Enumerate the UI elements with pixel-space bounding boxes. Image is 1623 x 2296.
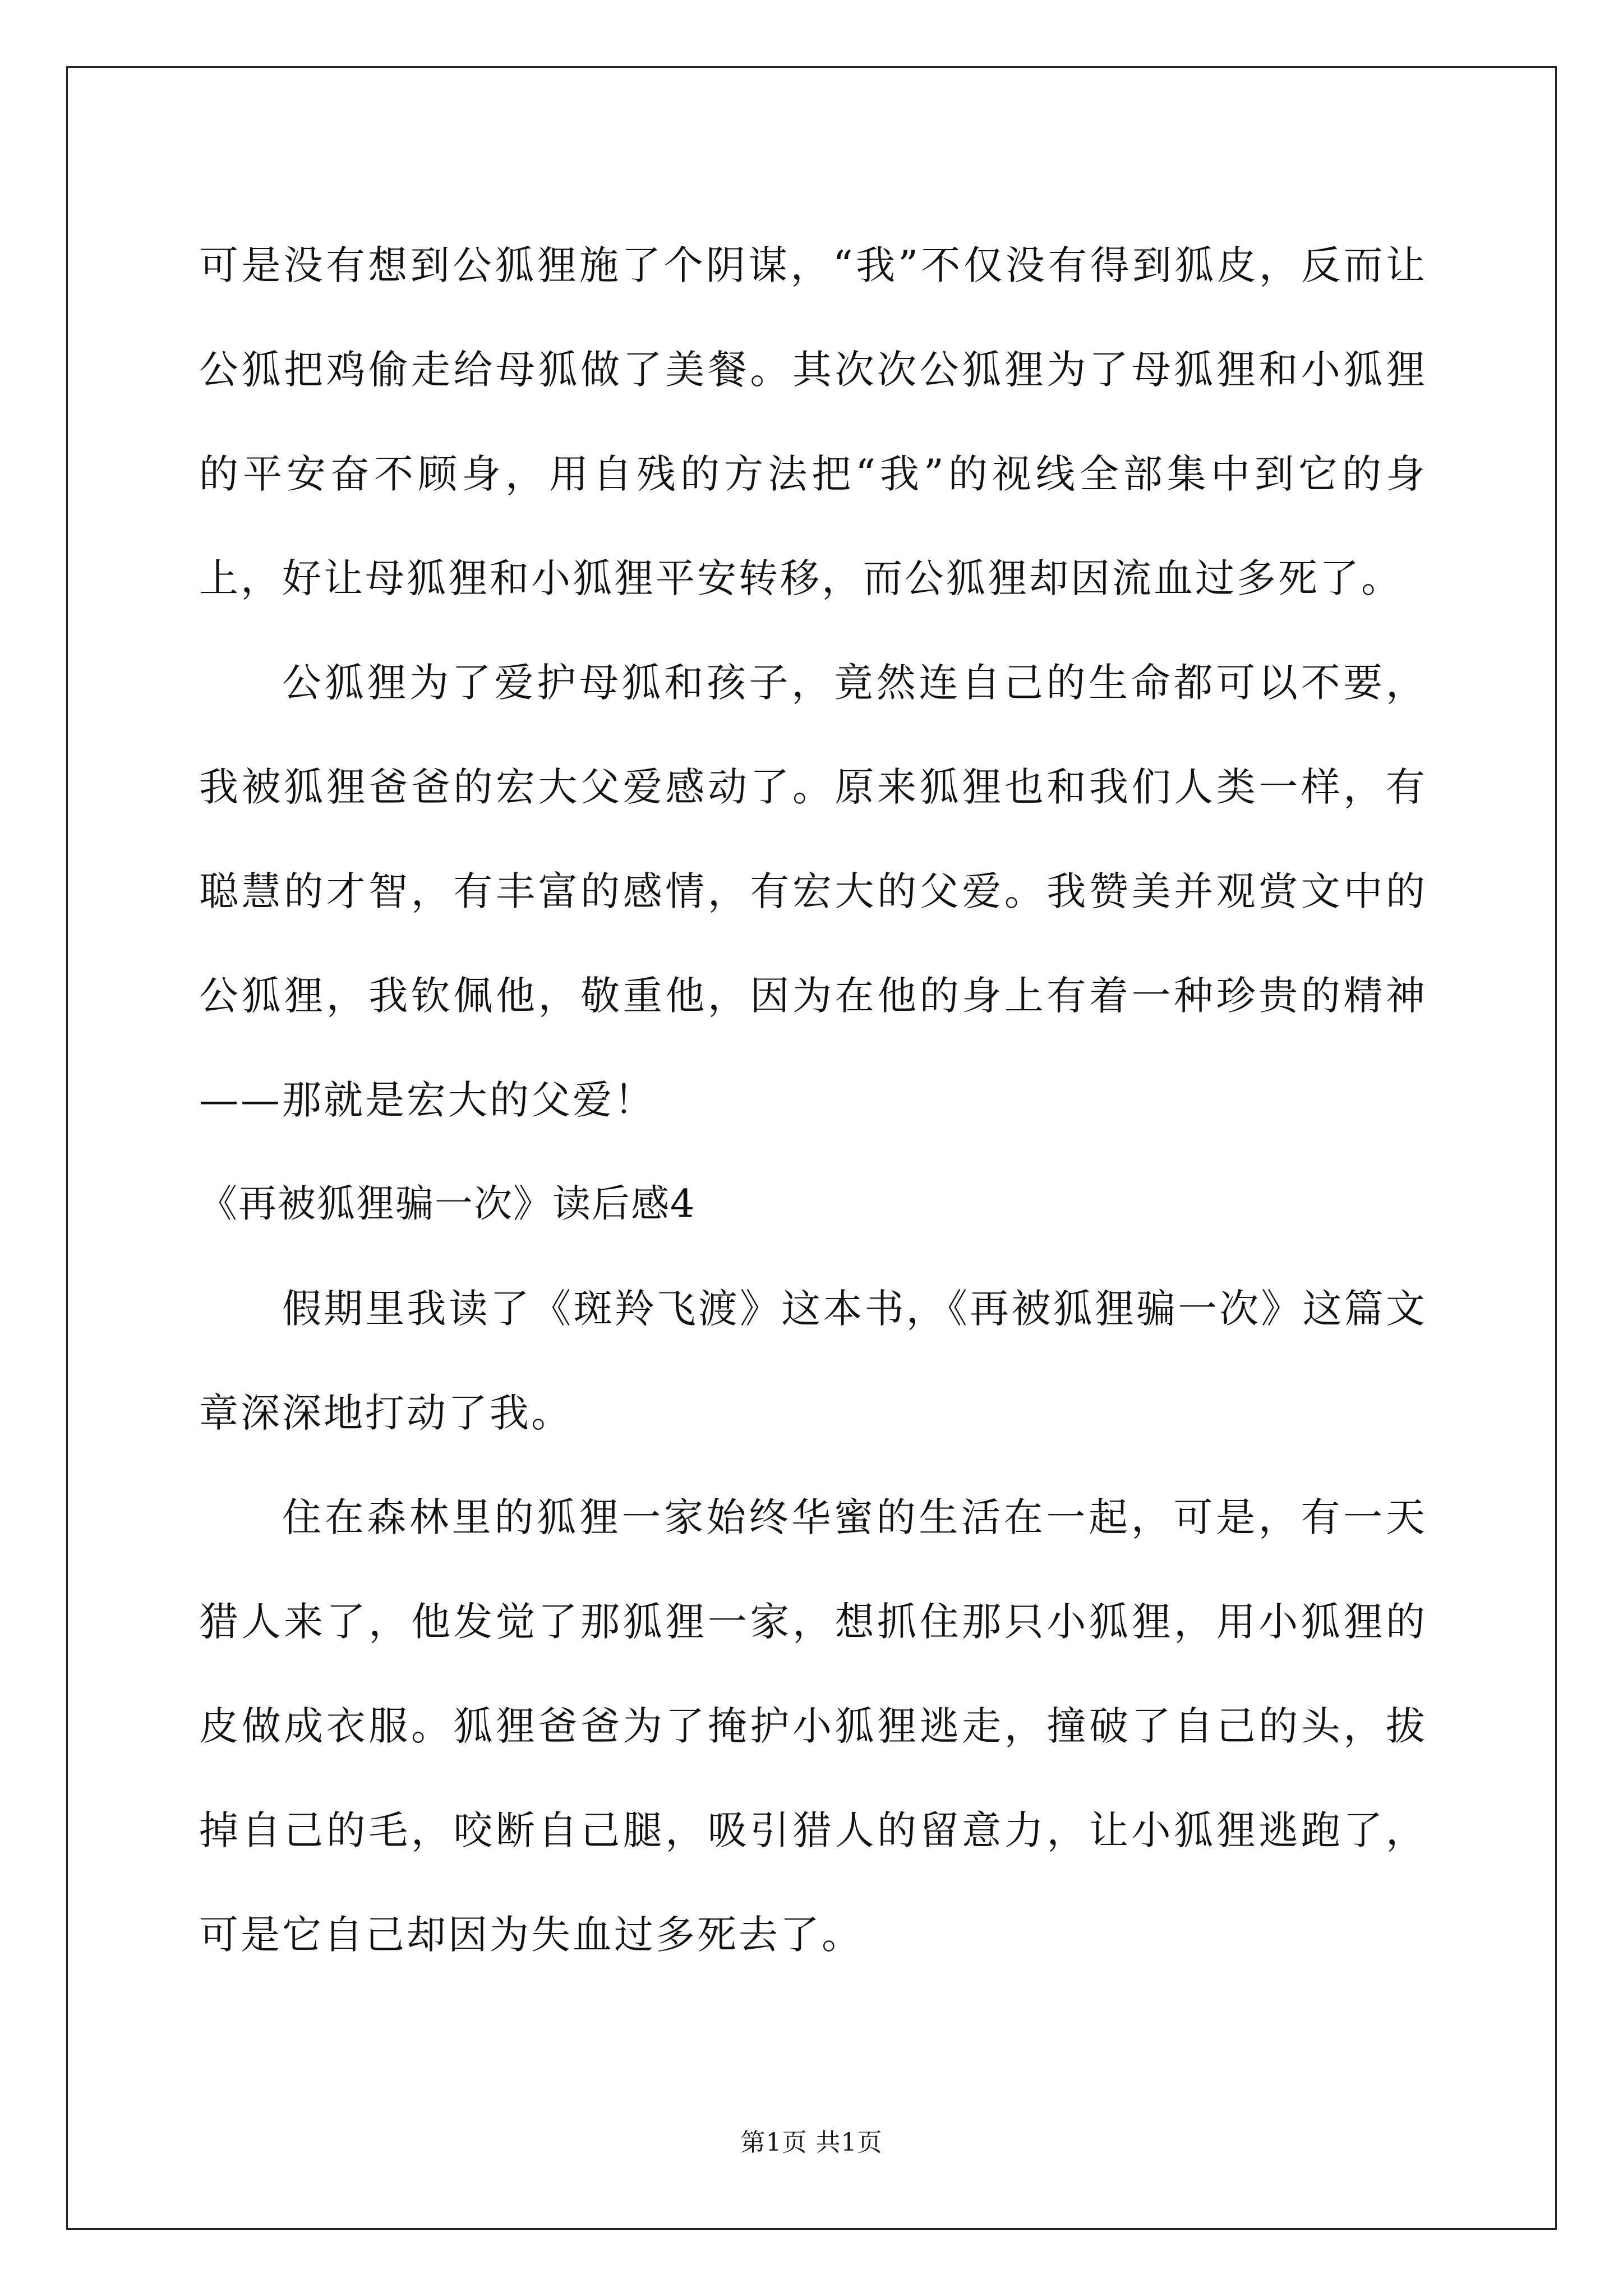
paragraph-continued: 可是没有想到公狐狸施了个阴谋，“我”不仅没有得到狐皮，反而让公狐把鸡偷走给母狐做了美餐。其次次公狐狸为了母狐狸和小狐狸的平安奋不顾身，用自残的方法把“我”的视线全部集中到它的身上，好让母狐狸和小狐狸平安转移，而公狐狸却因流血过多死了。	[199, 242, 1427, 601]
page-footer: 第1页 共1页	[740, 2128, 883, 2157]
paragraph-intro: 假期里我读了《斑羚飞渡》这本书，《再被狐狸骗一次》这篇文章深深地打动了我。	[199, 1286, 1427, 1436]
section-heading: 《再被狐狸骗一次》读后感4	[199, 1182, 696, 1226]
paragraph-story: 住在森林里的狐狸一家始终华蜜的生活在一起，可是，有一天猎人来了，他发觉了那狐狸一家，想抓住那只小狐狸，用小狐狸的皮做成衣服。狐狸爸爸为了掩护小狐狸逃走，撞破了自己的头，拔掉自己的毛，咬断自己腿，吸引猎人的留意力，让小狐狸逃跑了，可是它自己却因为失血过多死去了。	[199, 1494, 1427, 1958]
document-body	[199, 213, 1427, 1987]
paragraph-father-love: 公狐狸为了爱护母狐和孩子，竟然连自己的生命都可以不要，我被狐狸爸爸的宏大父爱感动了。原来狐狸也和我们人类一样，有聪慧的才智，有丰富的感情，有宏大的父爱。我赞美并观赏文中的公狐狸，我钦佩他，敬重他，因为在他的身上有着一种珍贵的精神——那就是宏大的父爱！	[199, 660, 1427, 1123]
